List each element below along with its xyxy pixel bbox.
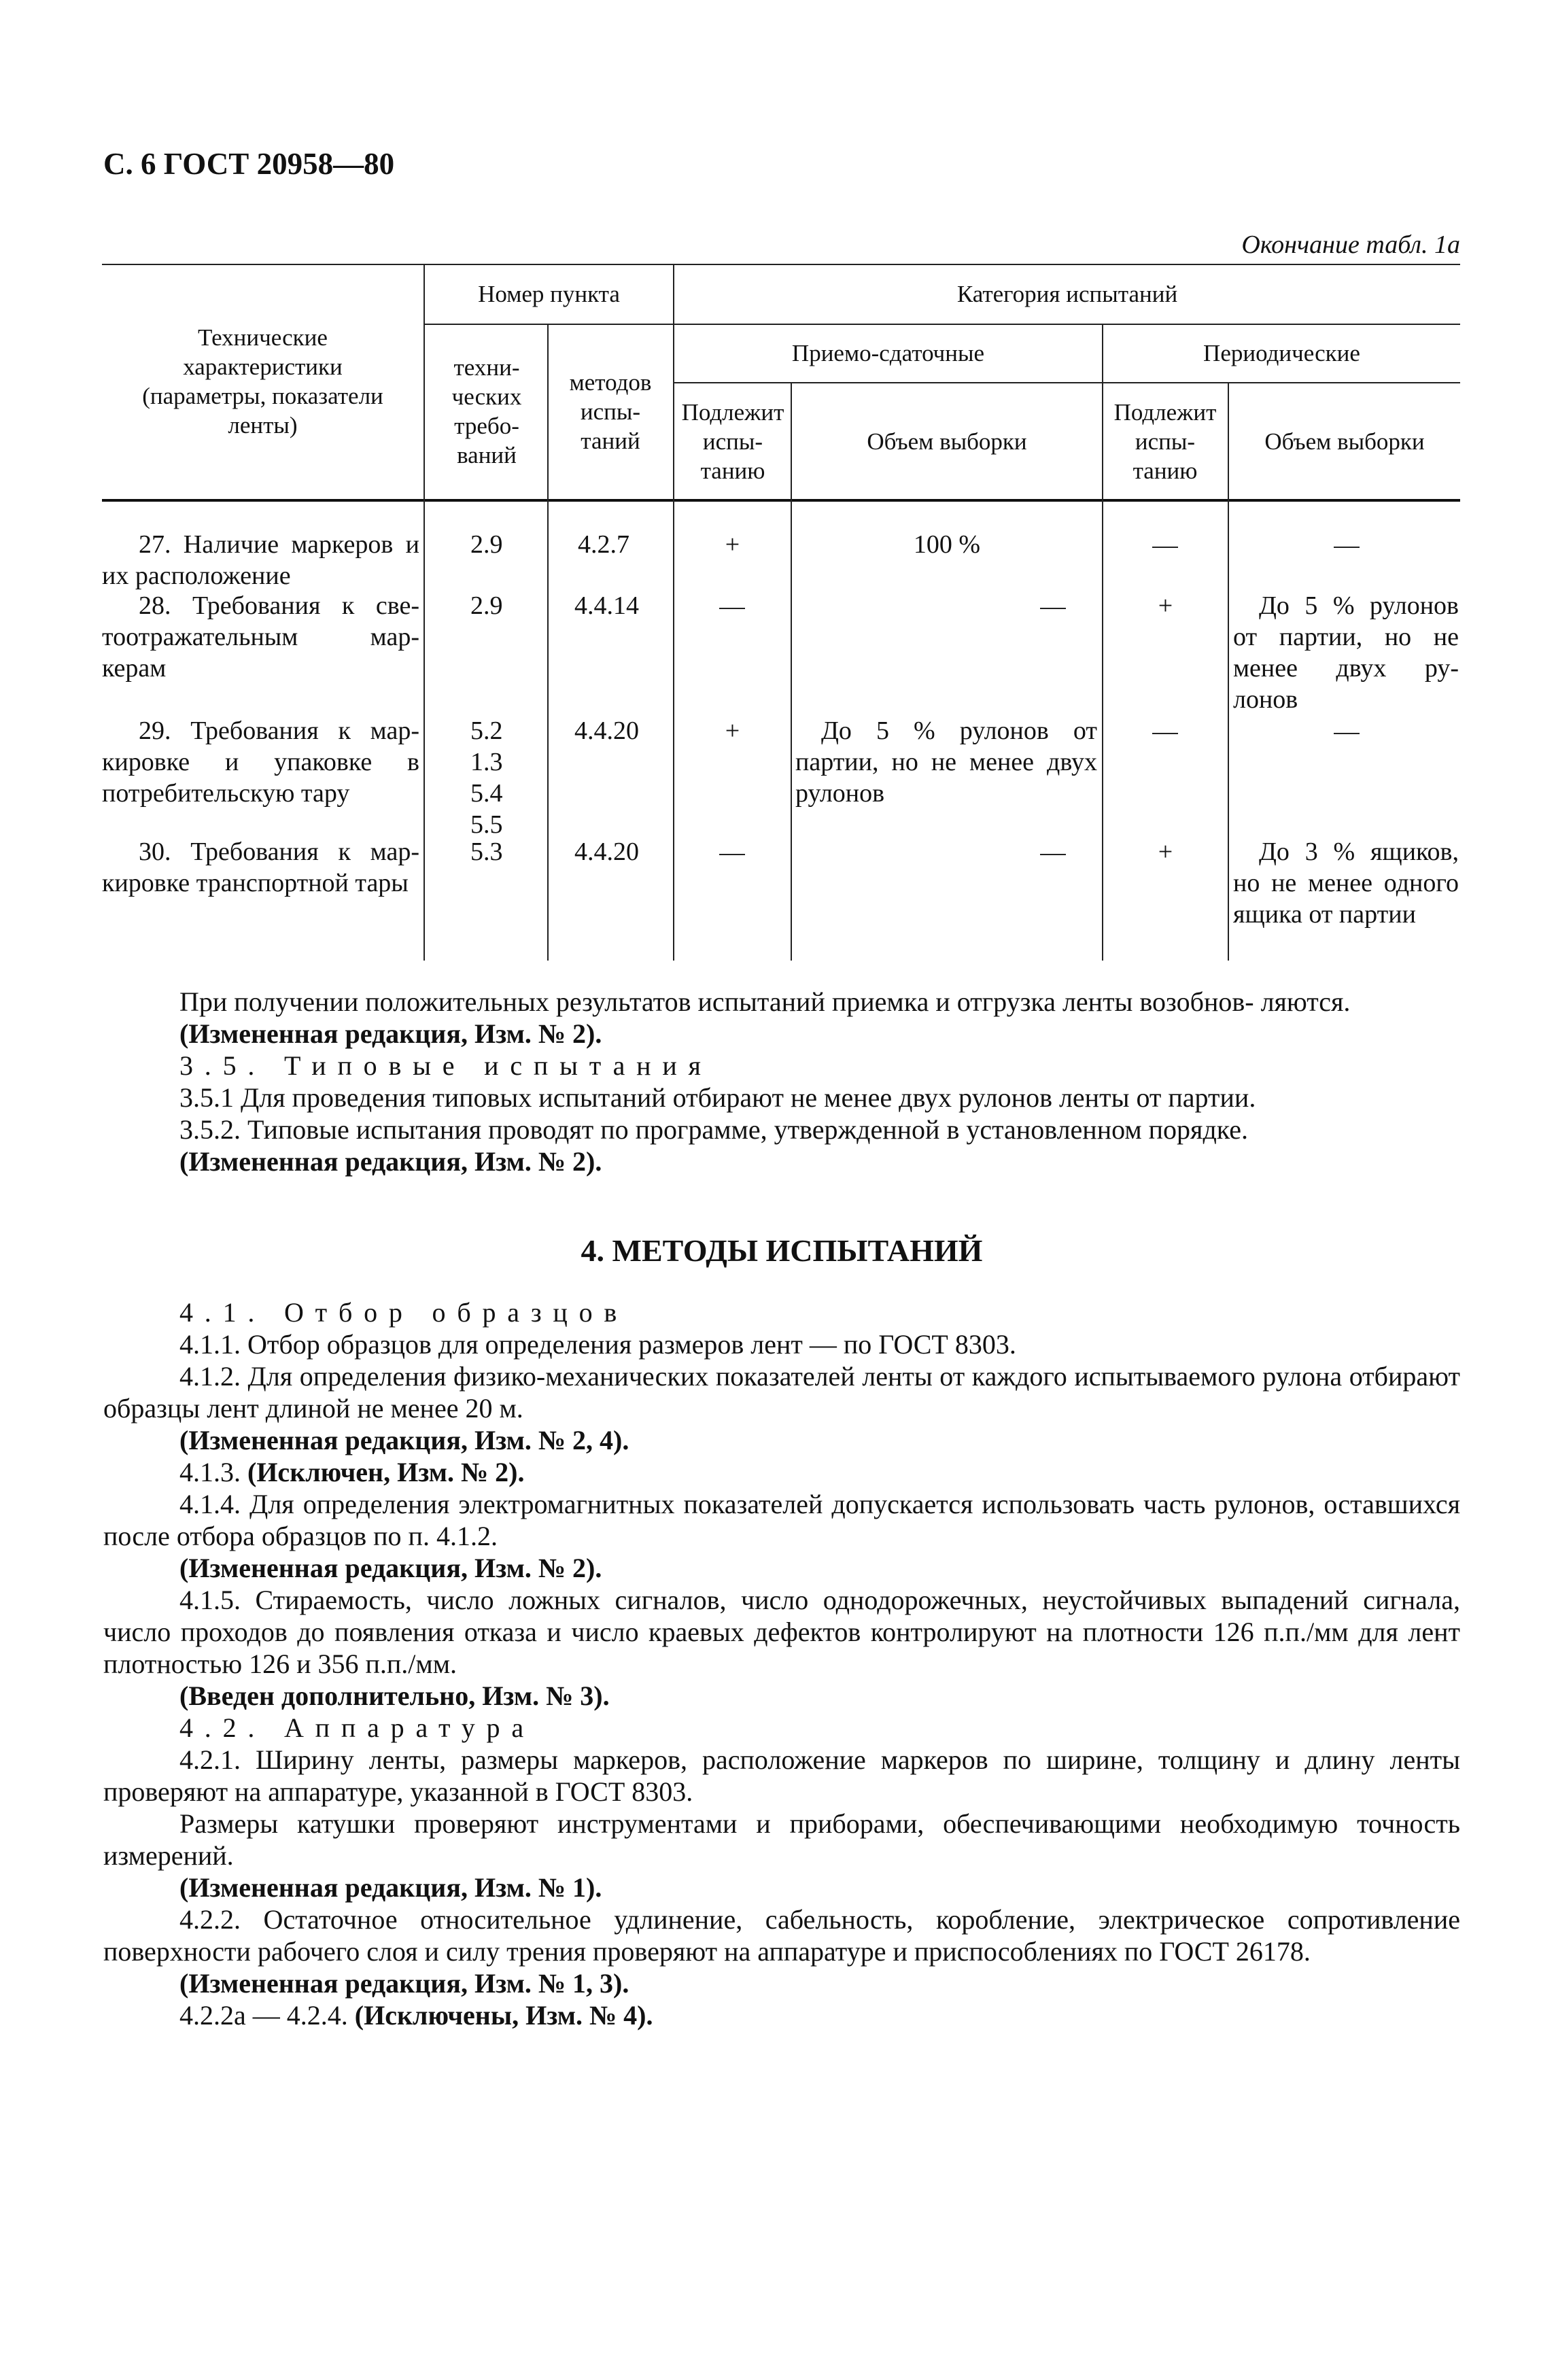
clause-3-5-heading: 3.5. Типовые испытания [179,1050,712,1081]
clause-4-1-2: 4.1.2. Для определения физико-механических показателей ленты от каждого испытываемого рулона отбирают образцы лент длиной не менее 20 м. [103,1361,1460,1424]
edition-note: (Измененная редакция, Изм. № 2). [179,1146,602,1177]
row-29-per-sample-dash [1334,733,1360,734]
clause-4-1-3-excluded: (Исключен, Изм. № 2). [247,1457,525,1487]
row-27-characteristic: 27. Наличие маркеров и их расположение [102,530,419,590]
clause-4-1-3-number: 4.1.3. [179,1457,241,1487]
header-acc-sample: Объем выборки [867,428,1027,455]
specs-table [102,264,1460,961]
clause-4-2-2: 4.2.2. Остаточное относительное удлинение, сабельность, коробление, электрическое сопротивление поверхности рабочего слоя и силу трения проверяют на аппаратуре и приспособлениях по ГОСТ 26178. [103,1904,1460,1967]
clause-4-2-2a-excluded: (Исключены, Изм. № 4). [354,2000,653,2031]
header-acceptance: Приемо-сдаточные [791,339,985,366]
page-header: С. 6 ГОСТ 20958—80 [103,147,395,181]
clause-4-2-1-continued: Размеры катушки проверяют инструментами и приборами, обеспечивающими необходимую точность измерений. [103,1808,1460,1871]
row-28-acc-sample-dash [1040,608,1066,609]
row-28-method: 4.4.14 [574,591,639,620]
row-29-method: 4.4.20 [574,717,639,745]
row-30-per-subject: + [1158,838,1173,866]
edition-note: (Измененная редакция, Изм. № 1). [179,1872,602,1903]
row-27-acc-subject: + [725,530,740,559]
section-4-title: 4. МЕТОДЫ ИСПЫТАНИЙ [581,1233,983,1268]
header-periodic: Периодические [1203,339,1360,366]
paragraph-acceptance-resume: При получении положительных результатов испытаний приемка и отгрузка ленты возобнов- ляются. [179,986,1351,1017]
header-test-category: Категория испытаний [956,280,1178,307]
edition-note: (Введен дополнительно, Изм. № 3). [179,1680,610,1711]
row-28-per-sample: До 5 % рулонов от партии, но не менее двух ру- лонов [1233,591,1459,714]
clause-3-5-1: 3.5.1 Для проведения типовых испытаний отбирают не менее двух рулонов ленты от партии. [179,1082,1256,1113]
row-27-acc-sample: 100 % [913,530,981,559]
row-29-req-1: 5.2 [470,717,503,745]
header-bottom-rule [102,499,1460,502]
row-27-method: 4.2.7 [578,530,629,559]
header-per-sample: Объем выборки [1264,428,1425,455]
row-28-per-subject: + [1158,591,1173,620]
header-per-subject: Подлежит испы- танию [1113,398,1217,484]
row-29-acc-sample: До 5 % рулонов от партии, но не менее двух рулонов [795,717,1097,808]
row-30-acc-subject-dash [719,854,745,855]
row-30-per-sample: До 3 % ящиков, но не менее одного ящика от партии [1233,838,1459,929]
header-item-number: Номер пункта [478,280,620,307]
col-rule-1 [423,264,425,961]
col-rule-2 [547,324,549,961]
header-test-methods: методов испы- таний [569,368,652,454]
clause-4-1-heading: 4.1. Отбор образцов [179,1297,629,1328]
edition-note: (Измененная редакция, Изм. № 2, 4). [179,1425,629,1455]
row-27-per-subject-dash [1152,547,1178,548]
clause-4-1-4: 4.1.4. Для определения электромагнитных показателей допускается использовать часть рулонов, оставшихся после отбора образцов по п. 4.1.2. [103,1489,1460,1551]
row-29-req-2: 1.3 [470,748,503,776]
header-acc-subject: Подлежит испы- танию [681,398,784,484]
clause-4-2-2a-4-2-4 [103,1999,1460,2031]
header-characteristics: Технические характеристики (параметры, показатели ленты) [142,324,383,438]
row-29-req-4: 5.5 [470,810,503,839]
clause-4-1-3 [103,1456,1460,1488]
clause-4-1-1: 4.1.1. Отбор образцов для определения размеров лент — по ГОСТ 8303. [179,1329,1016,1360]
row-27-per-sample-dash [1334,547,1360,548]
row-28-characteristic: 28. Требования к све- тоотражательным мар- керам [102,591,419,683]
header-tech-requirements: техни- ческих требо- ваний [451,354,522,468]
row-29-per-subject-dash [1152,733,1178,734]
clause-3-5-2: 3.5.2. Типовые испытания проводят по программе, утвержденной в установленном порядке. [179,1114,1248,1145]
clause-4-2-1: 4.2.1. Ширину ленты, размеры маркеров, расположение маркеров по ширине, толщину и длину ленты проверяют на аппаратуре, указанной в ГОСТ 8303. [103,1744,1460,1807]
row-30-acc-sample-dash [1040,854,1066,855]
row-28-acc-subject-dash [719,608,745,609]
edition-note: (Измененная редакция, Изм. № 2). [179,1553,602,1583]
row-27-req: 2.9 [470,530,503,559]
body-text [103,986,1460,2031]
row-29-req-3: 5.4 [470,779,503,808]
row-30-req: 5.3 [470,838,503,866]
row-29-acc-subject: + [725,717,740,745]
clause-4-1-5: 4.1.5. Стираемость, число ложных сигналов, число однодорожечных, неустойчивых выпадений сигнала, число проходов до появления отказа и число краевых дефектов контролируют на плотности 126 п.п./мм для лент плотностью 126 и 356 п.п./мм. [103,1585,1460,1679]
edition-note: (Измененная редакция, Изм. № 1, 3). [179,1968,629,1999]
row-30-characteristic: 30. Требования к мар- кировке транспортной тары [102,838,419,897]
row-28-req: 2.9 [470,591,503,620]
row-30-method: 4.4.20 [574,838,639,866]
clause-4-2-2a-number: 4.2.2а — 4.2.4. [179,2000,348,2031]
clause-4-2-heading: 4.2. Аппаратура [179,1712,535,1743]
row-29-characteristic: 29. Требования к мар- кировке и упаковке в потребительскую тару [102,717,419,808]
edition-note: (Измененная редакция, Изм. № 2). [179,1018,602,1049]
table-caption: Окончание табл. 1а [1241,230,1460,259]
